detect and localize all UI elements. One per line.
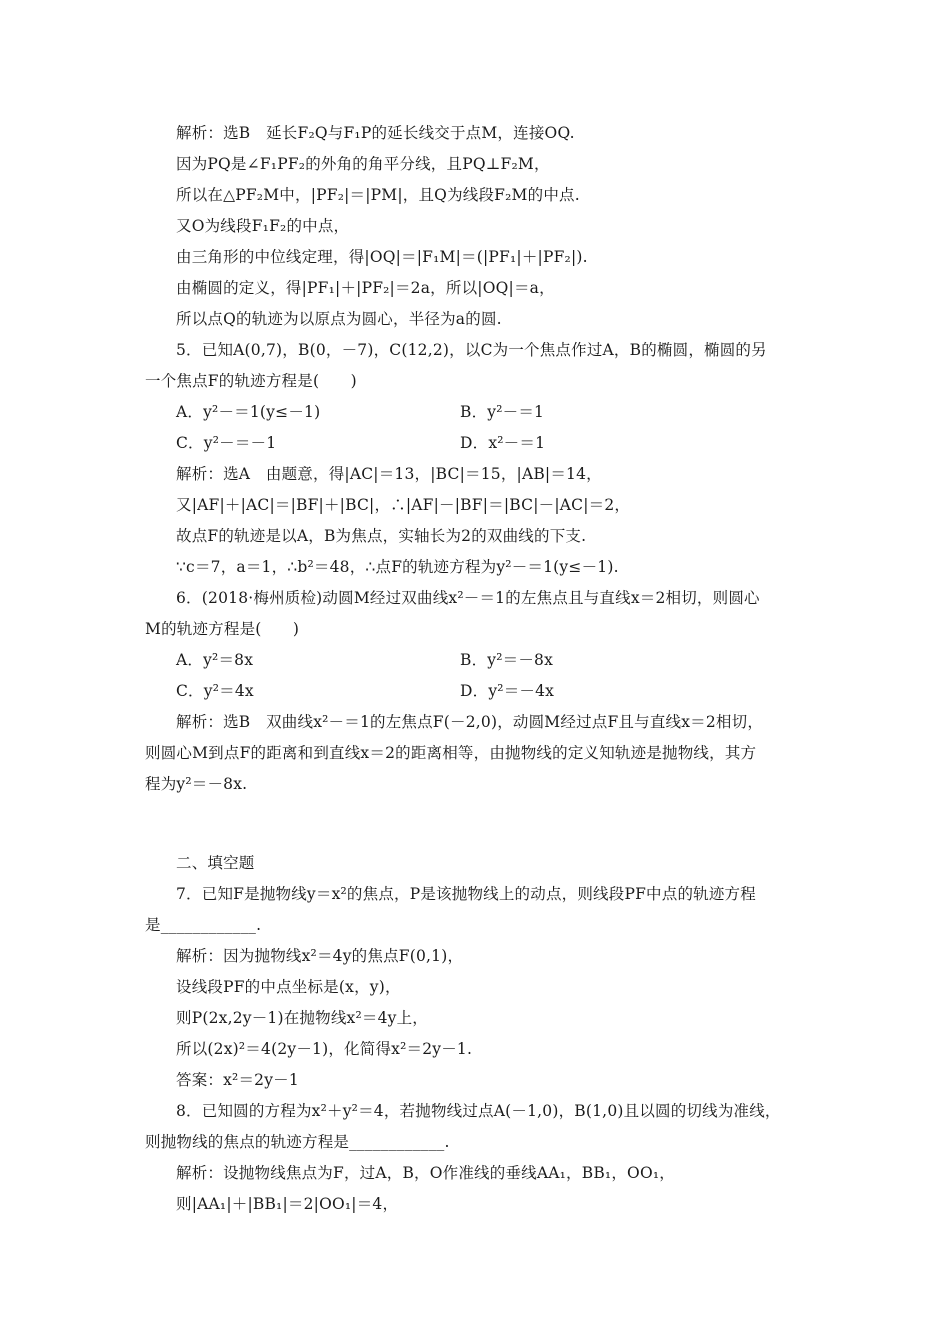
question-8-stem: 8．已知圆的方程为x²＋y²＝4，若抛物线过点A(－1,0)，B(1,0)且以圆的切线为准线， — [176, 1102, 781, 1120]
solution-8-line-1: 解析：设抛物线焦点为F，过A，B，O作准线的垂线AA₁，BB₁，OO₁， — [176, 1164, 675, 1182]
solution-4-line-4: 又O为线段F₁F₂的中点， — [176, 217, 350, 235]
question-6-option-c: C．y²＝4x — [176, 682, 254, 700]
answer-7: 答案：x²＝2y－1 — [176, 1071, 299, 1089]
solution-5-line-3: 故点F的轨迹是以A，B为焦点，实轴长为2的双曲线的下支. — [176, 527, 587, 545]
question-5-option-b: B．y²－＝1 — [460, 403, 545, 421]
question-8-stem-cont: 则抛物线的焦点的轨迹方程是____________. — [145, 1133, 450, 1151]
question-7-stem: 7．已知F是抛物线y＝x²的焦点，P是该抛物线上的动点，则线段PF中点的轨迹方程 — [176, 885, 756, 903]
solution-4-line-2: 因为PQ是∠F₁PF₂的外角的角平分线，且PQ⊥F₂M， — [176, 155, 550, 173]
solution-6-line-1: 解析：选B 双曲线x²－＝1的左焦点F(－2,0)，动圆M经过点F且与直线x＝2相切， — [176, 713, 764, 731]
question-6-option-b: B．y²＝－8x — [460, 651, 554, 669]
question-5-option-a: A．y²－＝1(y≤－1) — [176, 403, 321, 421]
section-heading-fill-in: 二、填空题 — [176, 854, 255, 872]
question-6-stem: 6．(2018·梅州质检)动圆M经过双曲线x²－＝1的左焦点且与直线x＝2相切，则圆心 — [176, 589, 760, 607]
solution-5-line-4: ∵c＝7，a＝1，∴b²＝48，∴点F的轨迹方程为y²－＝1(y≤－1). — [176, 558, 619, 576]
solution-7-line-1: 解析：因为抛物线x²＝4y的焦点F(0,1)， — [176, 947, 464, 965]
solution-7-line-3: 则P(2x,2y－1)在抛物线x²＝4y上， — [176, 1009, 429, 1027]
question-6-option-d: D．y²＝－4x — [460, 682, 555, 700]
solution-4-line-7: 所以点Q的轨迹为以原点为圆心，半径为a的圆. — [176, 310, 502, 328]
question-5-stem: 5．已知A(0,7)，B(0，－7)，C(12,2)，以C为一个焦点作过A，B的椭圆，椭圆的另 — [176, 341, 767, 359]
solution-4-line-3: 所以在△PF₂M中，|PF₂|＝|PM|，且Q为线段F₂M的中点. — [176, 186, 580, 204]
solution-6-line-3: 程为y²＝－8x. — [145, 775, 248, 793]
solution-4-line-5: 由三角形的中位线定理，得|OQ|＝|F₁M|＝(|PF₁|＋|PF₂|). — [176, 248, 588, 266]
solution-7-line-2: 设线段PF的中点坐标是(x，y)， — [176, 978, 401, 996]
question-7-stem-cont: 是____________. — [145, 916, 262, 934]
solution-8-line-2: 则|AA₁|＋|BB₁|＝2|OO₁|＝4， — [176, 1195, 399, 1213]
solution-5-line-2: 又|AF|＋|AC|＝|BF|＋|BC|，∴|AF|－|BF|＝|BC|－|AC|＝2， — [176, 496, 631, 514]
solution-5-line-1: 解析：选A 由题意，得|AC|＝13，|BC|＝15，|AB|＝14， — [176, 465, 602, 483]
question-6-stem-cont: M的轨迹方程是( ) — [145, 620, 300, 638]
question-5-option-c: C．y²－＝－1 — [176, 434, 277, 452]
solution-6-line-2: 则圆心M到点F的距离和到直线x＝2的距离相等，由抛物线的定义知轨迹是抛物线，其方 — [145, 744, 757, 762]
question-6-option-a: A．y²＝8x — [176, 651, 254, 669]
solution-4-line-1: 解析：选B 延长F₂Q与F₁P的延长线交于点M，连接OQ. — [176, 124, 575, 142]
question-5-option-d: D．x²－＝1 — [460, 434, 546, 452]
solution-4-line-6: 由椭圆的定义，得|PF₁|＋|PF₂|＝2a，所以|OQ|＝a， — [176, 279, 555, 297]
solution-7-line-4: 所以(2x)²＝4(2y－1)，化简得x²＝2y－1. — [176, 1040, 473, 1058]
question-5-stem-cont: 一个焦点F的轨迹方程是( ) — [145, 372, 357, 390]
